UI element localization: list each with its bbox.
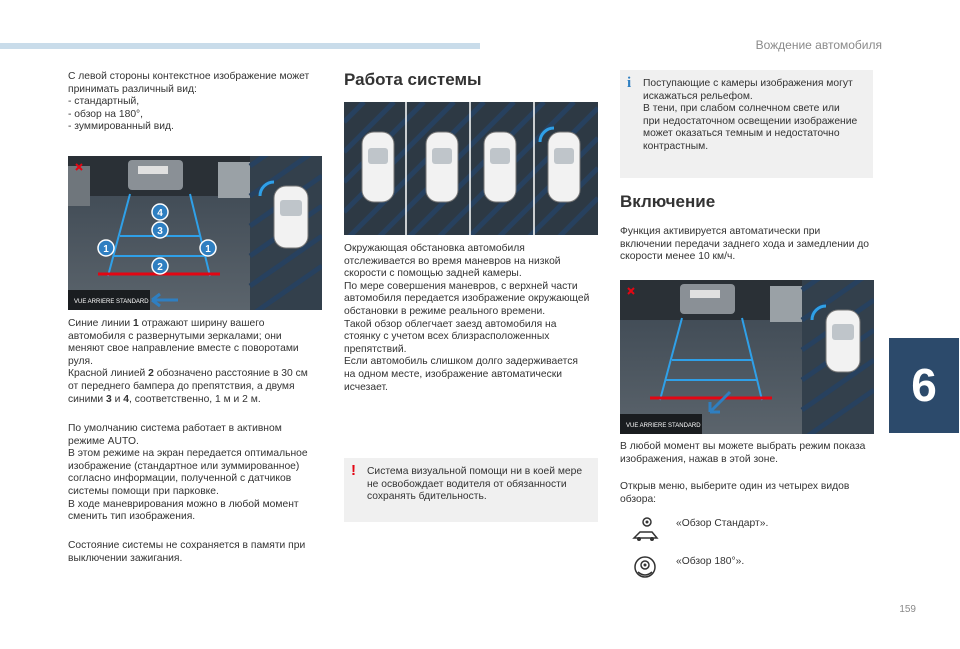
page-number: 159 (899, 604, 916, 615)
warning-icon: ! (351, 462, 356, 479)
info-box: i Поступающие с камеры изображения могут искажаться рельефом. В тени, при слабом солнечном свете или при недостаточном освещении изображение может оказаться темным и недостаточно контрастным. (620, 70, 873, 178)
section-heading-activation: Включение (620, 192, 716, 211)
marker-3: 3 (157, 226, 163, 237)
header-bar (0, 43, 480, 49)
marker-1-right: 1 (205, 244, 211, 255)
view-option-standard (630, 514, 870, 544)
select-mode-text: В любой момент вы можете выбрать режим показа изображения, нажав в этой зоне. (620, 441, 866, 465)
menu-text: Открыв меню, выберите один из четырех видов обзора: (620, 481, 850, 505)
activation-text: Функция активируется автоматически при включении передачи заднего хода и замедлении до скорости менее 10 км/ч. (620, 226, 870, 263)
lines-description: Синие линии 1 отражают ширину вашего автомобиля с развернутыми зеркалами; они меняют свое направление вместе с поворотами руля. Красной линией 2 обозначено расстояние в 30 см от переднего бампера до препятствия, а двумя синими 3 и 4, соответственно, 1 м и 2 м. (68, 318, 308, 405)
standard-view-icon (630, 514, 660, 544)
view-180-label: «Обзор 180°». (676, 556, 745, 567)
camera-image-select (620, 280, 874, 434)
top-view-sequence-image (344, 102, 598, 235)
info-icon: i (627, 75, 632, 91)
standard-view-label: «Обзор Стандарт». (676, 518, 769, 529)
chapter-tab: 6 (889, 338, 959, 433)
image-caption: VUE ARRIERE STANDARD (626, 423, 701, 429)
image-caption: VUE ARRIERE STANDARD (74, 299, 149, 305)
warning-box: ! Система визуальной помощи ни в коей мере не освобождает водителя от обязанности сохранять бдительность. (344, 458, 598, 522)
intro-text: С левой стороны контекстное изображение может принимать различный вид: - стандартный, - обзор на 180°, - зуммированный вид. (68, 71, 310, 133)
memory-text: Состояние системы не сохраняется в памяти при выключении зажигания. (68, 540, 306, 564)
section-heading-operation: Работа системы (344, 70, 482, 89)
section-title: Вождение автомобиля (755, 38, 882, 52)
view-180-icon (630, 552, 660, 582)
marker-2: 2 (157, 262, 163, 273)
marker-1-left: 1 (103, 244, 109, 255)
operation-text: Окружающая обстановка автомобиля отслеживается во время маневров на низкой скорости с помощью задней камеры. По мере совершения маневров, с верхней части автомобиля передается изображение окружающей обстановки в режиме реального времени. Такой обзор облегчает заезд автомобиля на стоянку с учетом всех близрасположенных препятствий. Если автомобиль слишком долго задерживается на одном месте, изображение автоматически исчезает. (344, 243, 590, 393)
auto-mode-text: По умолчанию система работает в активном режиме AUTO. В этом режиме на экран передается оптимальное изображение (стандартное или зуммированное) согласно информации, полученной с датчиков системы помощи при парковке. В ходе маневрирования можно в любой момент сменить тип изображения. (68, 423, 308, 523)
marker-4: 4 (157, 208, 163, 219)
camera-image-standard (68, 156, 322, 310)
view-option-180 (630, 552, 870, 582)
